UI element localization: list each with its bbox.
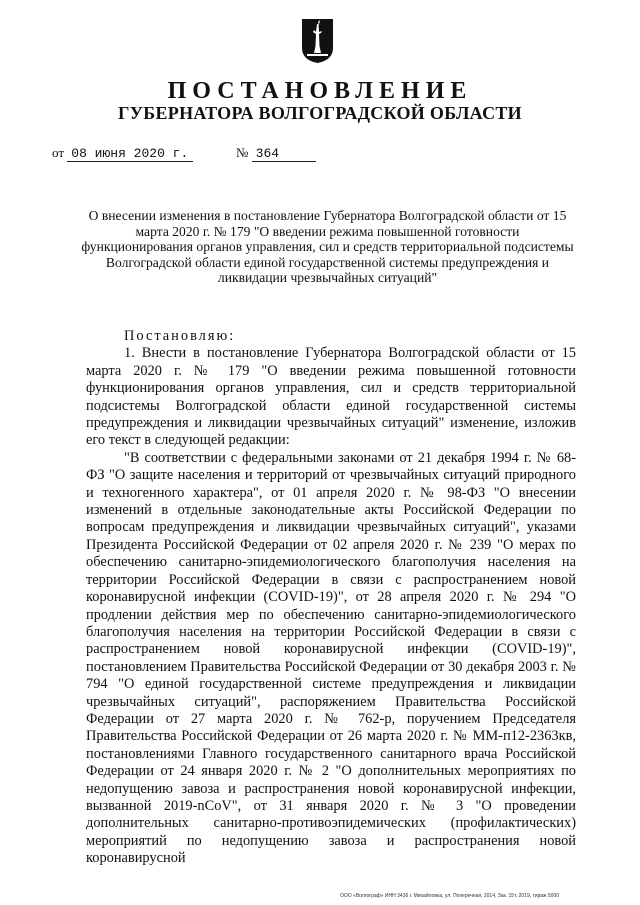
number-line [236, 145, 316, 162]
document-title: ПОСТАНОВЛЕНИЕ [167, 78, 473, 104]
printer-footer: ООО «Волгограф» ИНН 3436 г. Михайловка, ул. Поперечная, 2014, Зак. 15т, 2019, тираж 5000 [340, 893, 559, 899]
paragraph-1: 1. Внести в постановление Губернатора Волгоградской области от 15 марта 2020 г. № 179 "О введении режима повышенной готовности функционирования органов управления, сил и средств территориальной подсистемы Волгоградской области единой государственной системы предупреждения и ликвидации чрезвычайных ситуаций" изменение, изложив его текст в следующей редакции: [86, 345, 576, 449]
document-body [86, 328, 576, 868]
document-subtitle: ГУБЕРНАТОРА ВОЛГОГРАДСКОЙ ОБЛАСТИ [118, 103, 522, 123]
number-label: № [236, 145, 249, 160]
regional-coat-of-arms-icon [301, 18, 334, 64]
document-subject: О внесении изменения в постановление Губернатора Волгоградской области от 15 марта 2020 г. № 179 "О введении режима повышенной готовности функционирования органов управления, сил и средств территориальной подсистемы Волгоградской области единой государственной системы предупреждения и ликвидации чрезвычайных ситуаций" [81, 208, 574, 285]
date-label: от [52, 145, 65, 160]
date-value: 08 июня 2020 г. [67, 146, 193, 162]
number-value: 364 [252, 146, 316, 162]
paragraph-2: "В соответствии с федеральными законами от 21 декабря 1994 г. № 68-ФЗ "О защите населения и территорий от чрезвычайных ситуаций природного и техногенного характера", от 01 апреля 2020 г. № 98-ФЗ "О внесении изменений в отдельные законодательные акты Российской Федерации по вопросам предупреждения и ликвидации чрезвычайных ситуаций", указами Президента Российской Федерации от 02 апреля 2020 г. № 239 "О мерах по обеспечению санитарно-эпидемиологического благополучия населения на территории Российской Федерации в связи с распространением новой коронавирусной инфекции (COVID-19)", от 28 апреля 2020 г. № 294 "О продлении действия мер по обеспечению санитарно-эпидемиологического благополучия населения на территории Российской Федерации в связи с распространением новой коронавирусной инфекции (COVID-19)", постановлением Правительства Российской Федерации от 30 декабря 2003 г. № 794 "О единой государственной системе предупреждения и ликвидации чрезвычайных ситуаций", распоряжением Правительства Российской Федерации от 27 марта 2020 г. № 762-р, поручением Председателя Правительства Российской Федерации от 26 марта 2020 г. № ММ-п12-2363кв, постановлениями Главного государственного санитарного врача Российской Федерации от 24 января 2020 г. № 2 "О дополнительных мероприятиях по недопущению завоза и распространения новой коронавирусной инфекции, вызванной 2019-nCoV", от 31 января 2020 г. № 3 "О проведении дополнительных санитарно-противоэпидемических (профилактических) мероприятий по недопущению завоза и распространения новой коронавирусной [86, 449, 576, 867]
resolve-heading: Постановляю: [124, 328, 236, 344]
date-line [52, 145, 193, 162]
